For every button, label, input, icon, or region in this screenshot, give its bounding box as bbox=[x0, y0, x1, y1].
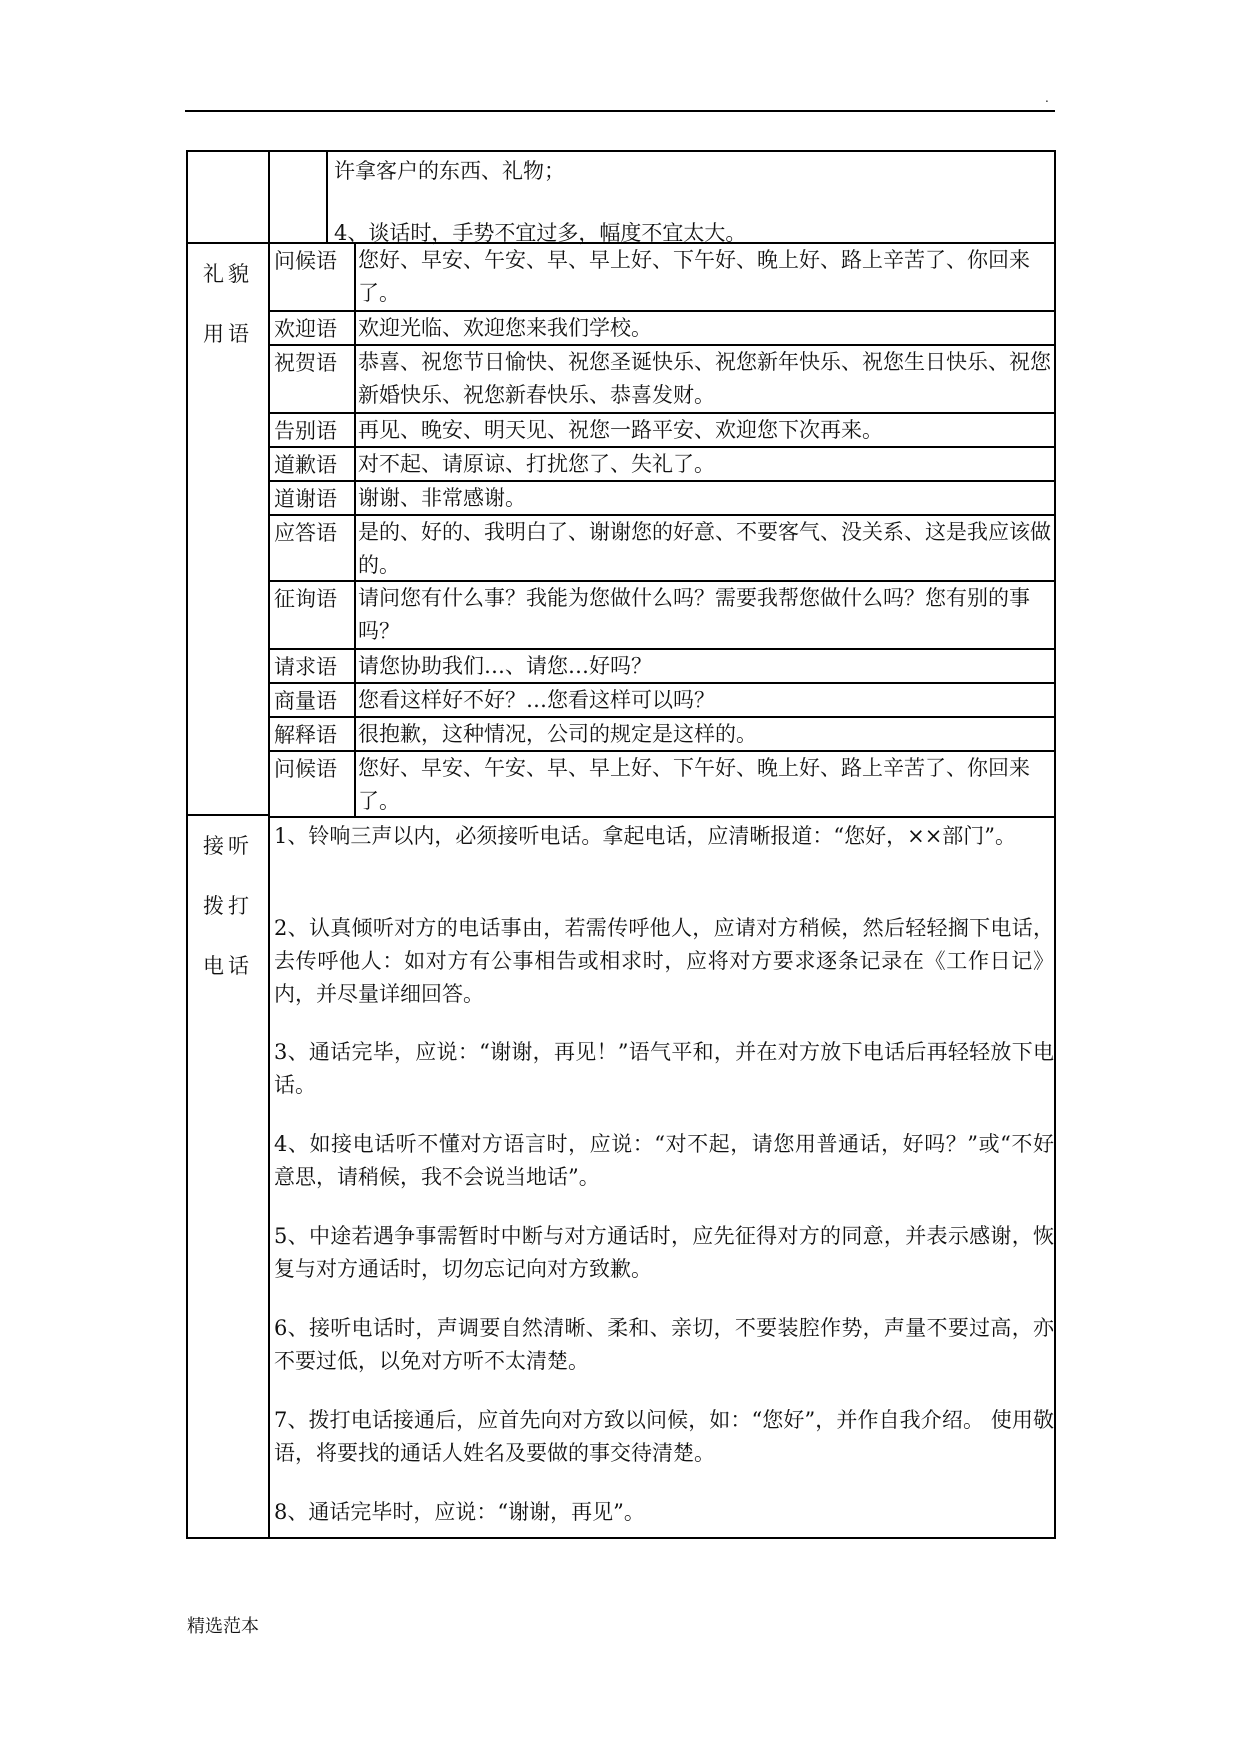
phrase-row bbox=[270, 716, 1056, 750]
phone-rule: 8、通话完毕时，应说：“谢谢，再见”。 bbox=[274, 1500, 645, 1524]
phrase-type: 道谢语 bbox=[270, 482, 356, 514]
phrase-text: 您好、早安、午安、早、早上好、下午好、晚上好、路上辛苦了、你回来了。 bbox=[358, 248, 1030, 305]
category-polite-line-1: 礼貌 bbox=[203, 262, 253, 286]
phone-etiquette-cell bbox=[270, 816, 1056, 1539]
etiquette-table bbox=[186, 150, 1056, 1539]
phrase-row bbox=[270, 750, 1056, 816]
header-rule bbox=[185, 110, 1055, 112]
phone-rule: 3、通话完毕，应说：“谢谢，再见！”语气平和，并在对方放下电话后再轻轻放下电话。 bbox=[274, 1040, 1054, 1097]
phrase-row bbox=[270, 446, 1056, 480]
phrase-type: 解释语 bbox=[270, 718, 356, 750]
phrase-type: 道歉语 bbox=[270, 448, 356, 480]
phrase-text: 欢迎光临、欢迎您来我们学校。 bbox=[358, 316, 652, 340]
phrase-row bbox=[270, 412, 1056, 446]
phrase-text: 是的、好的、我明白了、谢谢您的好意、不要客气、没关系、这是我应该做的。 bbox=[358, 520, 1051, 577]
phrase-text: 再见、晚安、明天见、祝您一路平安、欢迎您下次再来。 bbox=[358, 418, 883, 442]
continuation-line-1: 许拿客户的东西、礼物； bbox=[334, 159, 565, 183]
footer-text: 精选范本 bbox=[187, 1616, 259, 1637]
header-dot: . bbox=[1045, 91, 1049, 105]
phrase-type: 问候语 bbox=[270, 752, 356, 816]
category-phone bbox=[188, 816, 268, 996]
continuation-cell bbox=[270, 152, 1054, 244]
category-phone-line-2: 拨打 bbox=[203, 894, 253, 918]
phrase-text: 请问您有什么事？我能为您做什么吗？需要我帮您做什么吗？您有别的事吗？ bbox=[358, 586, 1030, 643]
phrase-type: 问候语 bbox=[270, 244, 356, 310]
phrase-row bbox=[270, 648, 1056, 682]
phrase-type: 应答语 bbox=[270, 516, 356, 580]
blank-subcolumn bbox=[270, 152, 328, 244]
phrase-row bbox=[270, 310, 1056, 344]
phone-rule: 4、如接电话听不懂对方语言时，应说：“对不起，请您用普通话，好吗？”或“不好意思，请稍候，我不会说当地话”。 bbox=[274, 1132, 1054, 1189]
phrase-row bbox=[270, 242, 1056, 310]
phrase-row bbox=[270, 344, 1056, 412]
category-polite-line-2: 用语 bbox=[203, 322, 253, 346]
phrase-text: 对不起、请原谅、打扰您了、失礼了。 bbox=[358, 452, 715, 476]
phrase-text: 谢谢、非常感谢。 bbox=[358, 486, 526, 510]
phone-rule: 6、接听电话时，声调要自然清晰、柔和、亲切，不要装腔作势，声量不要过高，亦不要过低，以免对方听不太清楚。 bbox=[274, 1316, 1054, 1373]
category-phone-line-3: 电话 bbox=[203, 954, 253, 978]
phrase-text: 恭喜、祝您节日愉快、祝您圣诞快乐、祝您新年快乐、祝您生日快乐、祝您新婚快乐、祝您新春快乐、恭喜发财。 bbox=[358, 350, 1051, 407]
category-column bbox=[188, 152, 270, 1537]
phrase-type: 祝贺语 bbox=[270, 346, 356, 412]
phrase-type: 欢迎语 bbox=[270, 312, 356, 344]
phone-rule: 7、拨打电话接通后，应首先向对方致以问候，如：“您好”，并作自我介绍。 使用敬语，将要找的通话人姓名及要做的事交待清楚。 bbox=[274, 1408, 1054, 1465]
phrase-text: 很抱歉，这种情况，公司的规定是这样的。 bbox=[358, 722, 757, 746]
phone-rule: 2、认真倾听对方的电话事由，若需传呼他人，应请对方稍候，然后轻轻搁下电话，去传呼他人：如对方有公事相告或相求时，应将对方要求逐条记录在《工作日记》内，并尽量详细回答。 bbox=[274, 916, 1054, 1006]
phone-rule: 1、铃响三声以内，必须接听电话。拿起电话，应清晰报道：“您好，××部门”。 bbox=[274, 824, 1017, 848]
phone-rule: 5、中途若遇争事需暂时中断与对方通话时，应先征得对方的同意，并表示感谢，恢复与对方通话时，切勿忘记向对方致歉。 bbox=[274, 1224, 1054, 1281]
category-phone-line-1: 接听 bbox=[203, 834, 253, 858]
phrase-text: 请您协助我们…、请您…好吗？ bbox=[358, 654, 652, 678]
phrase-text: 您好、早安、午安、早、早上好、下午好、晚上好、路上辛苦了、你回来了。 bbox=[358, 756, 1030, 813]
phrase-type: 告别语 bbox=[270, 414, 356, 446]
phrase-row bbox=[270, 480, 1056, 514]
continuation-line-2: 4、谈话时，手势不宜过多，幅度不宜太大。 bbox=[334, 221, 747, 245]
phrase-type: 征询语 bbox=[270, 582, 356, 648]
phrase-type: 请求语 bbox=[270, 650, 356, 682]
phrase-text: 您看这样好不好？…您看这样可以吗？ bbox=[358, 688, 715, 712]
phrase-row bbox=[270, 682, 1056, 716]
category-polite-language bbox=[188, 244, 268, 364]
phrase-row bbox=[270, 580, 1056, 648]
phrase-type: 商量语 bbox=[270, 684, 356, 716]
phrase-row bbox=[270, 514, 1056, 580]
